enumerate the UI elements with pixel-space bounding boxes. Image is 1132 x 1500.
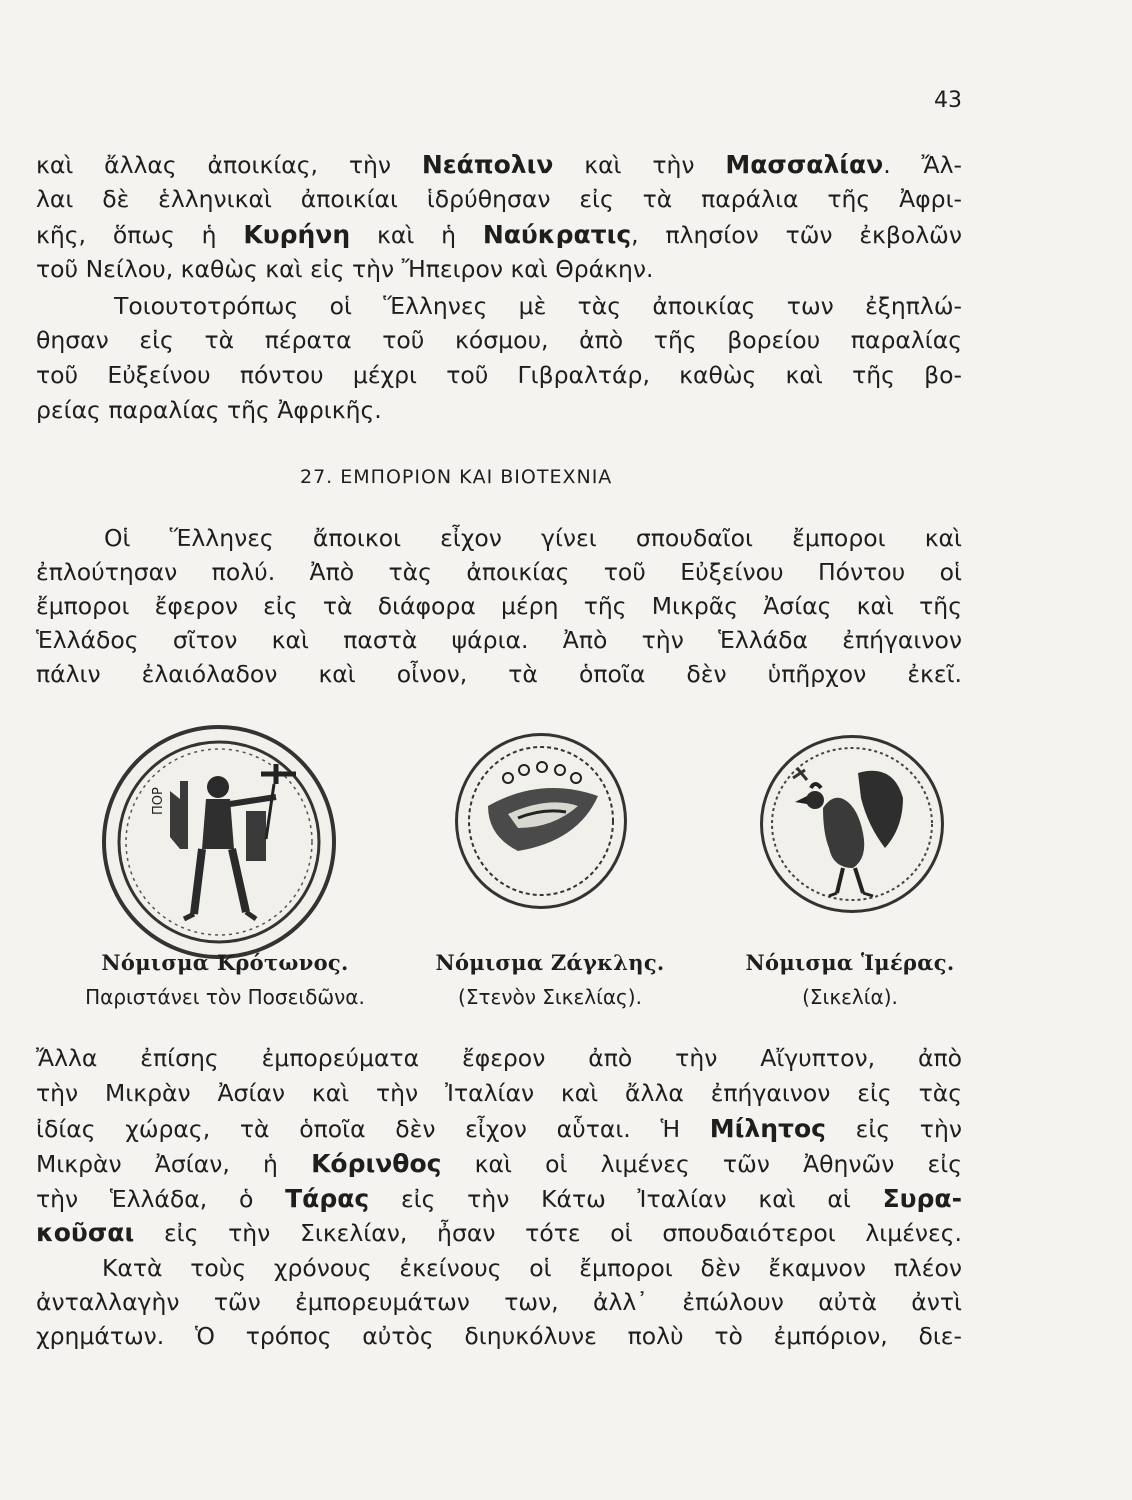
rooster-icon xyxy=(763,738,941,910)
page-number: 43 xyxy=(934,88,962,113)
coin-caption-himera xyxy=(730,946,970,1014)
paragraph-line: Ἄλλα ἐπίσης ἐμπορεύματα ἔφερον ἀπὸ τὴν Αἴγυπτον, ἀπὸ xyxy=(36,1044,962,1072)
croton-coin-image xyxy=(102,725,336,959)
paragraph-line: τοῦ Νείλου, καθὼς καὶ εἰς τὴν Ἤπειρον καὶ Θράκην. xyxy=(36,255,654,283)
paragraph-line: τὴν Ἑλλάδα, ὁ Τάρας εἰς τὴν Κάτω Ἰταλίαν καὶ αἱ Συρα- xyxy=(36,1184,962,1213)
paragraph-line: πάλιν ἐλαιόλαδον καὶ οἶνον, τὰ ὁποῖα δὲν ὑπῆρχον ἐκεῖ. xyxy=(36,660,962,688)
paragraph-line: ἀνταλλαγὴν τῶν ἐμπορευμάτων των, ἀλλ᾽ ἐπώλουν αὐτὰ ἀντὶ xyxy=(36,1288,962,1316)
coin-caption-croton xyxy=(50,946,400,1014)
poseidon-figure-icon xyxy=(106,729,332,955)
paragraph-line: θησαν εἰς τὰ πέρατα τοῦ κόσμου, ἀπὸ τῆς βορείου παραλίας xyxy=(36,326,962,354)
paragraph-line: καὶ ἄλλας ἀποικίας, τὴν Νεάπολιν καὶ τὴν Μασσαλίαν. Ἄλ- xyxy=(36,150,962,179)
paragraph-line: ἔμποροι ἔφερον εἰς τὰ διάφορα μέρη τῆς Μικρᾶς Ἀσίας καὶ τῆς xyxy=(36,592,962,620)
paragraph-line: ρείας παραλίας τῆς Ἀφρικῆς. xyxy=(36,396,382,424)
paragraph-line: χρημάτων. Ὁ τρόπος αὐτὸς διηυκόλυνε πολὺ τὸ ἐμπόριον, διε- xyxy=(36,1322,962,1350)
section-heading: 27. ΕΜΠΟΡΙΟΝ ΚΑΙ ΒΙΟΤΕΧΝΙΑ xyxy=(300,466,613,488)
coin-caption-zancle xyxy=(410,946,690,1014)
dolphin-harbour-icon xyxy=(458,736,624,906)
svg-text:ΠΟΡ: ΠΟΡ xyxy=(151,787,166,815)
coin-subtitle: (Στενὸν Σικελίας). xyxy=(458,985,642,1009)
coin-title: Νόμισμα Ἱμέρας. xyxy=(745,950,955,975)
zancle-coin-image xyxy=(455,733,627,909)
paragraph-line: Ἑλλάδος σῖτον καὶ παστὰ ψάρια. Ἀπὸ τὴν Ἑλλάδα ἐπήγαινον xyxy=(36,626,962,654)
paragraph-line: τὴν Μικρὰν Ἀσίαν καὶ τὴν Ἰταλίαν καὶ ἄλλα ἐπήγαινον εἰς τὰς xyxy=(36,1079,962,1107)
himera-coin-image xyxy=(760,735,944,913)
paragraph-line: κοῦσαι εἰς τὴν Σικελίαν, ἦσαν τότε οἱ σπουδαιότεροι λιμένες. xyxy=(36,1218,962,1247)
coin-title: Νόμισμα Ζάγκλης. xyxy=(435,950,665,975)
paragraph-line: κῆς, ὅπως ἡ Κυρήνη καὶ ἡ Ναύκρατις, πλησίον τῶν ἐκβολῶν xyxy=(36,220,962,249)
paragraph-line: λαι δὲ ἑλληνικαὶ ἀποικίαι ἱδρύθησαν εἰς τὰ παράλια τῆς Ἀφρι- xyxy=(36,185,962,213)
paragraph-line: ἰδίας χώρας, τὰ ὁποῖα δὲν εἶχον αὗται. Ἡ Μίλητος εἰς τὴν xyxy=(36,1114,962,1143)
paragraph-line: Τοιουτοτρόπως οἱ Ἕλληνες μὲ τὰς ἀποικίας των ἐξηπλώ- xyxy=(114,292,962,320)
coin-title: Νόμισμα Κρότωνος. xyxy=(101,950,349,975)
paragraph-line: Μικρὰν Ἀσίαν, ἡ Κόρινθος καὶ οἱ λιμένες τῶν Ἀθηνῶν εἰς xyxy=(36,1149,962,1178)
paragraph-line: τοῦ Εὐξείνου πόντου μέχρι τοῦ Γιβραλτάρ, καθὼς καὶ τῆς βο- xyxy=(36,361,962,389)
coin-subtitle: Παριστάνει τὸν Ποσειδῶνα. xyxy=(85,985,365,1009)
paragraph-line: ἐπλούτησαν πολύ. Ἀπὸ τὰς ἀποικίας τοῦ Εὐξείνου Πόντου οἱ xyxy=(36,558,962,586)
coin-subtitle: (Σικελία). xyxy=(802,985,898,1009)
paragraph-line: Οἱ Ἕλληνες ἄποικοι εἶχον γίνει σπουδαῖοι ἔμποροι καὶ xyxy=(104,524,962,552)
paragraph-line: Κατὰ τοὺς χρόνους ἐκείνους οἱ ἔμποροι δὲν ἔκαμνον πλέον xyxy=(102,1254,962,1282)
